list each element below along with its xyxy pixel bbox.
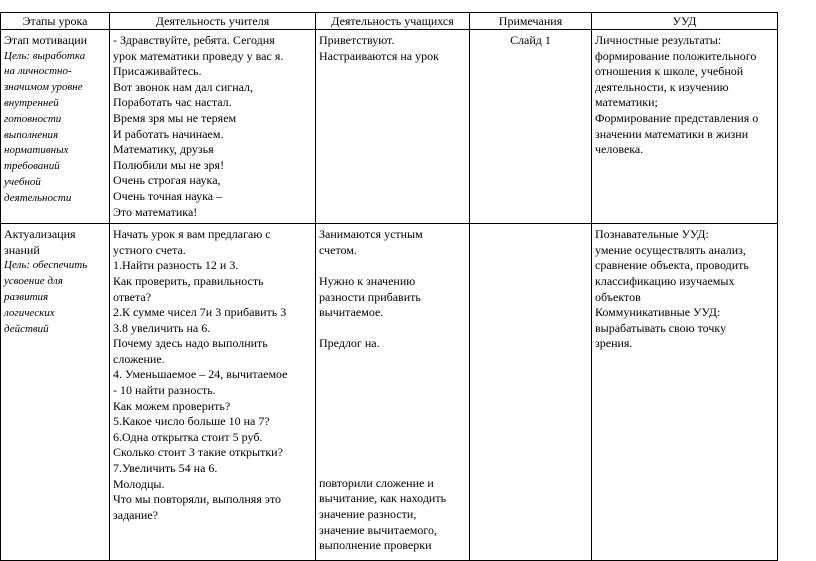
students-activity-cell: Занимаются устным счетом. Нужно к значению разности прибавить вычитаемое. Предлог на. повторили сложение и вычитание, как находить значение разности, значение вычитаемого, выполнение проверки: [316, 224, 470, 561]
stage-goal: Цель: выработка на личностно- значимом уровне внутренней готовности выполнения нормативных требований учебной деятельности: [4, 49, 86, 204]
teacher-activity-cell: - Здравствуйте, ребята. Сегодня урок математики проведу у вас я. Присаживайтесь. Вот звонок нам дал сигнал, Поработать час настал. Время зря мы не теряем И работать начинаем. Математику, друзья Полюбили мы не зря! Очень строгая наука, Очень точная наука – Это математика!: [110, 30, 316, 224]
teacher-activity-cell: Начать урок я вам предлагаю с устного счета. 1.Найти разность 12 и 3. Как проверить, правильность ответа? 2.К сумме чисел 7и 3 прибавить 3 3.8 увеличить на 6. Почему здесь надо выполнить сложение. 4. Уменьшаемое – 24, вычитаемое - 10 найти разность. Как можем проверить? 5.Какое число больше 10 на 7? 6.Одна открытка стоит 5 руб. Сколько стоит 3 такие открытки? 7.Увеличить 54 на 6. Молодцы. Что мы повторяли, выполняя это задание?: [110, 224, 316, 561]
stage-cell: [1, 224, 110, 561]
stage-title: знаний: [4, 242, 40, 257]
table-row: [1, 30, 778, 224]
stage-title: Этап мотивации: [4, 33, 88, 47]
header-students-activity: Деятельность учащихся: [316, 13, 470, 30]
stage-goal: Цель: обеспечить усвоение для развития логических действий: [4, 259, 88, 335]
header-row: [1, 13, 778, 30]
header-notes: Примечания: [470, 13, 592, 30]
header-stages: Этапы урока: [1, 13, 110, 30]
notes-cell: Слайд 1: [470, 30, 592, 224]
lesson-plan-table: [0, 12, 778, 561]
students-activity-cell: Приветствуют. Настраиваются на урок: [316, 30, 470, 224]
uud-cell: Личностные результаты: формирование положительного отношения к школе, учебной деятельности, к изучению математики; Формирование представления о значении математики в жизни человека.: [592, 30, 778, 224]
header-uud: УУД: [592, 13, 778, 30]
notes-cell: [470, 224, 592, 561]
table-row: [1, 224, 778, 561]
header-teacher-activity: Деятельность учителя: [110, 13, 316, 30]
stage-cell: [1, 30, 110, 224]
stage-title: Актуализация: [4, 227, 76, 242]
uud-cell: Познавательные УУД: умение осуществлять анализ, сравнение объекта, проводить классификацию изучаемых объектов Коммуникативные УУД: вырабатывать свою точку зрения.: [592, 224, 778, 561]
